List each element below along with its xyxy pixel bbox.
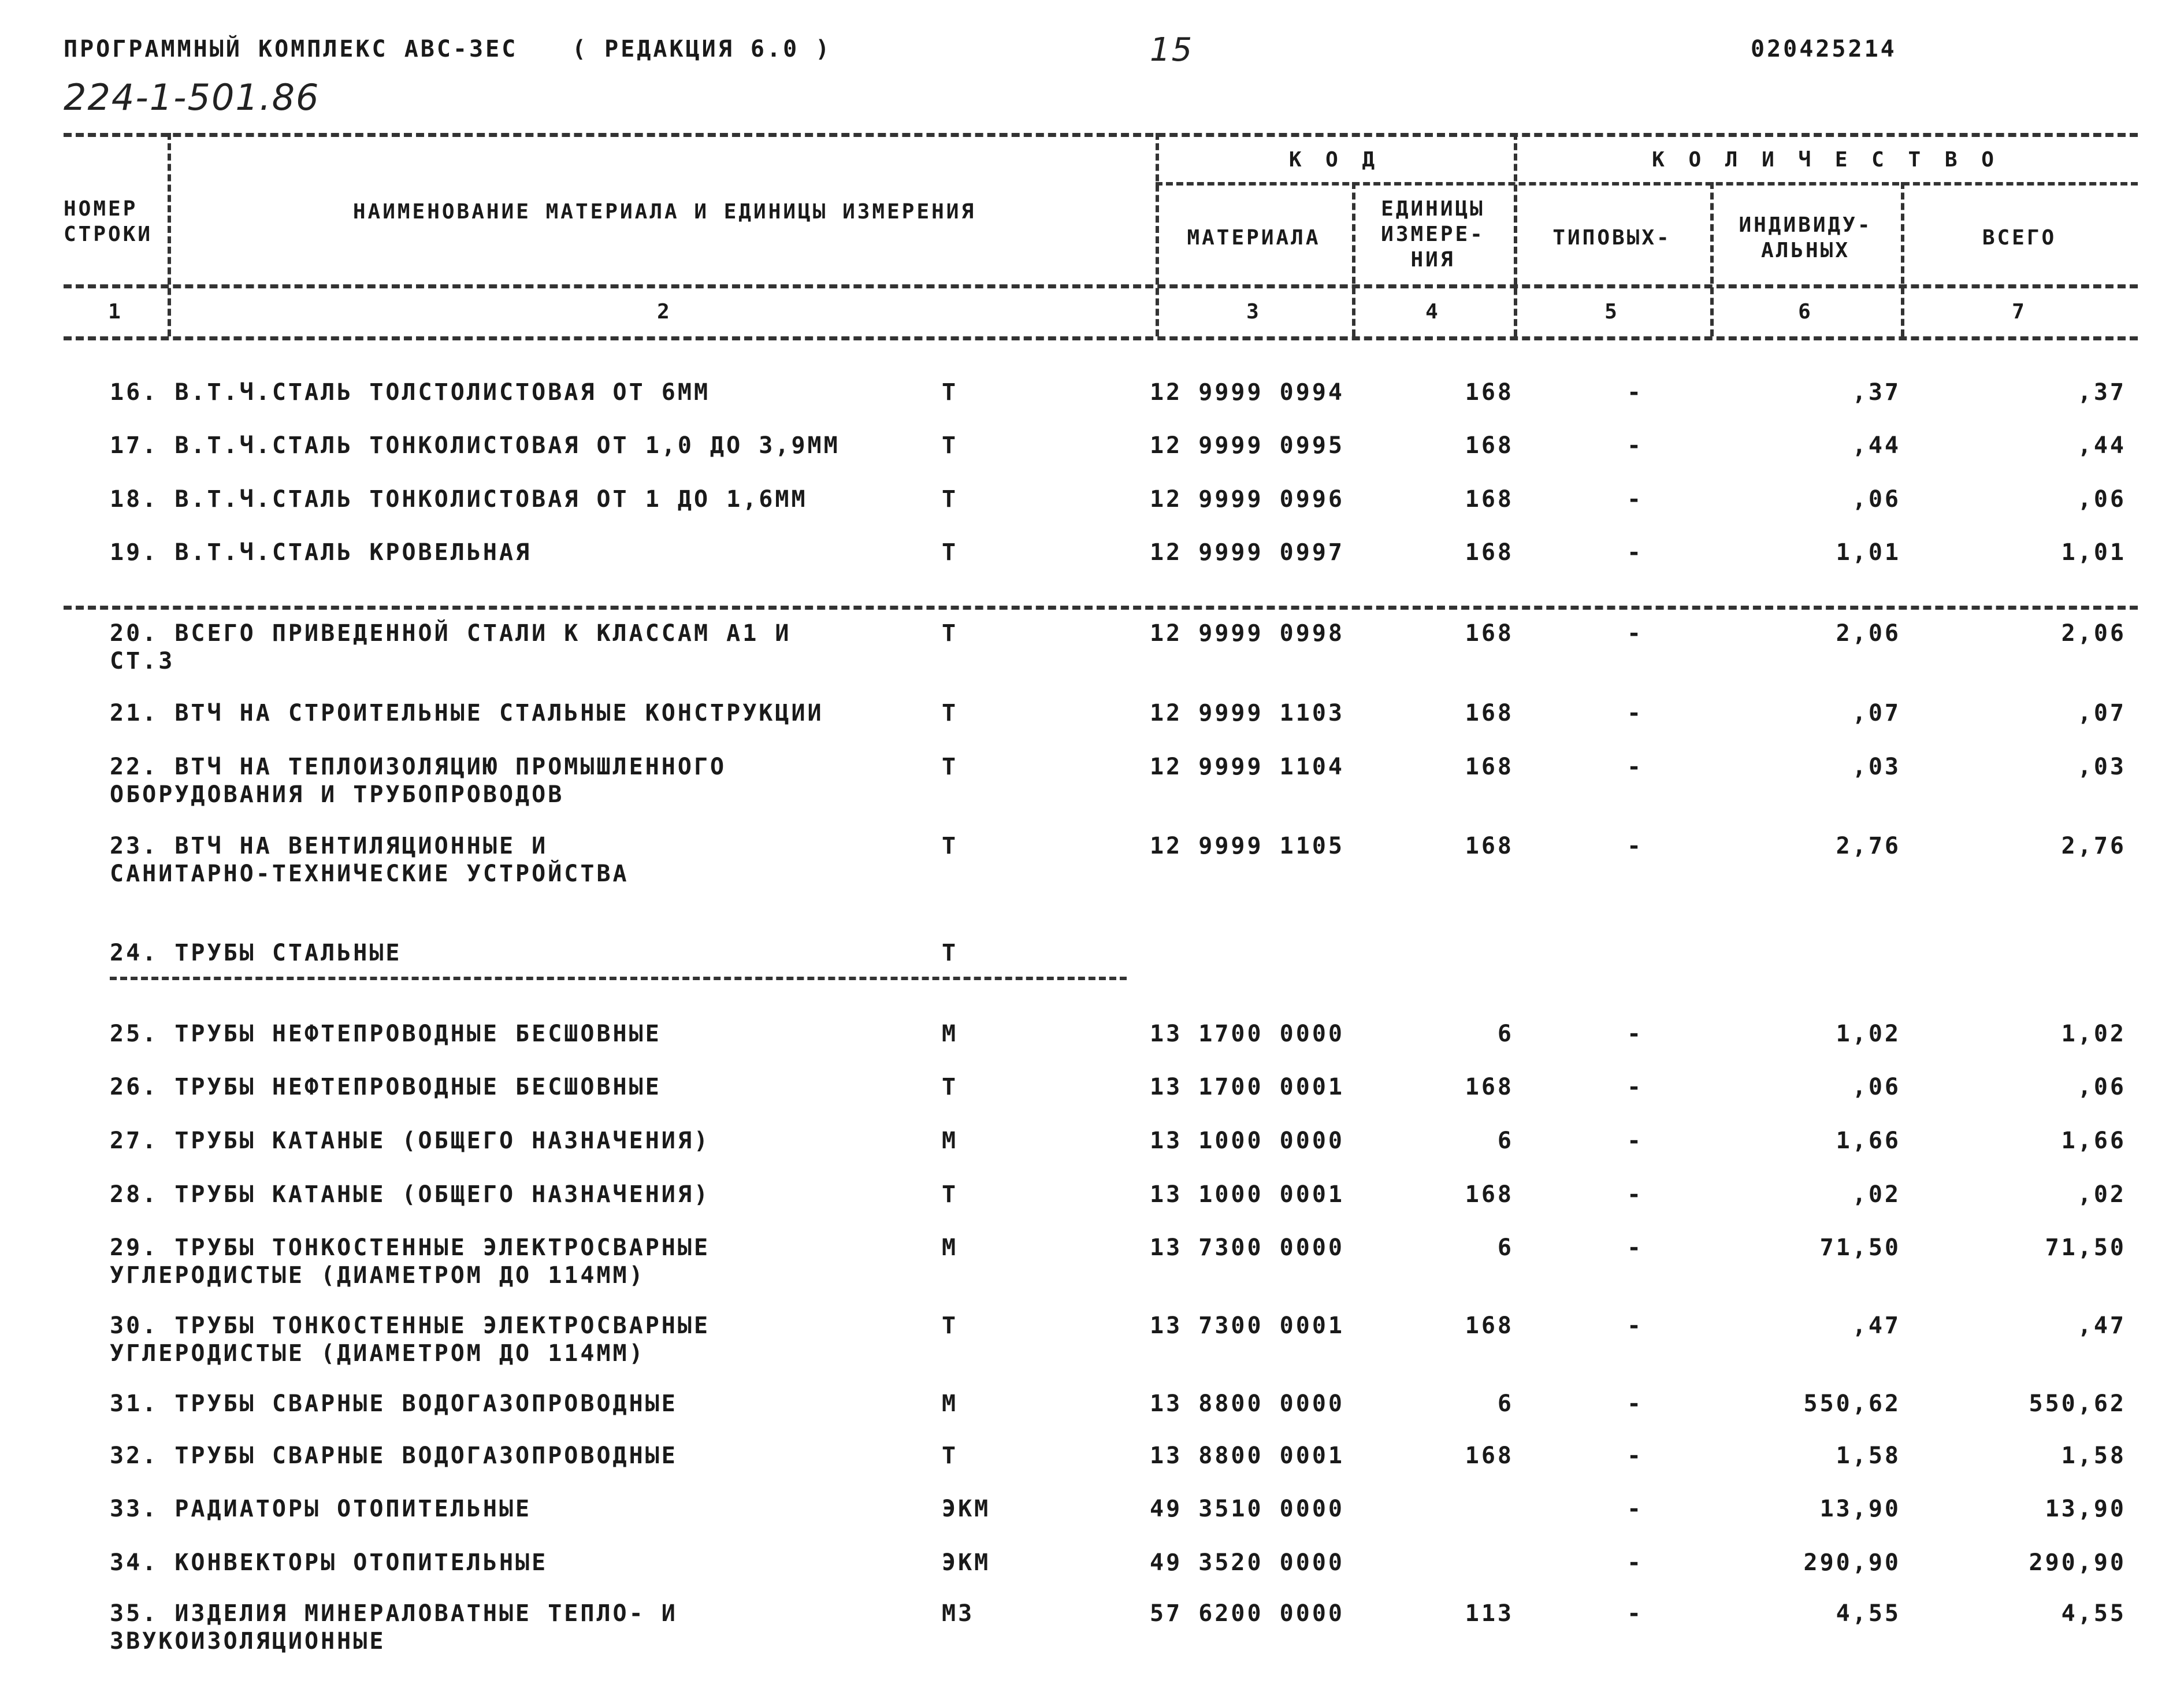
total-quantity: ,07 bbox=[2077, 700, 2126, 726]
table-row bbox=[0, 432, 2184, 489]
material-code: 13 7300 0001 bbox=[1150, 1312, 1344, 1339]
unit-code: 168 bbox=[1465, 1074, 1514, 1100]
table-row bbox=[0, 1020, 2184, 1078]
individual-quantity: ,44 bbox=[1852, 432, 1901, 459]
material-name: 20. ВСЕГО ПРИВЕДЕННОЙ СТАЛИ К КЛАССАМ А1 И СТ.3 bbox=[110, 620, 792, 674]
typical-quantity: - bbox=[1626, 620, 1644, 647]
col-number: 2 bbox=[657, 300, 672, 324]
unit-code: 168 bbox=[1465, 700, 1514, 726]
individual-quantity: ,06 bbox=[1852, 486, 1901, 513]
material-name: 31. ТРУБЫ СВАРНЫЕ ВОДОГАЗОПРОВОДНЫЕ bbox=[110, 1390, 678, 1417]
material-code: 12 9999 1103 bbox=[1150, 700, 1344, 726]
col-number: 5 bbox=[1604, 300, 1620, 324]
material-name: 21. ВТЧ НА СТРОИТЕЛЬНЫЕ СТАЛЬНЫЕ КОНСТРУКЦИИ bbox=[110, 700, 824, 726]
table-row bbox=[0, 1390, 2184, 1448]
material-code: 12 9999 1105 bbox=[1150, 833, 1344, 859]
total-quantity: 550,62 bbox=[2029, 1390, 2126, 1417]
table-row bbox=[0, 620, 2184, 677]
typical-quantity: - bbox=[1626, 1021, 1644, 1047]
unit-of-measure: Т bbox=[942, 486, 959, 513]
unit-of-measure: Т bbox=[942, 833, 959, 859]
table-row bbox=[0, 1127, 2184, 1185]
header-individual: ИНДИВИДУ- АЛЬНЫХ bbox=[1739, 213, 1873, 262]
material-code: 13 1700 0001 bbox=[1150, 1074, 1344, 1100]
col-number: 6 bbox=[1798, 300, 1813, 324]
material-name: 26. ТРУБЫ НЕФТЕПРОВОДНЫЕ БЕСШОВНЫЕ bbox=[110, 1074, 662, 1100]
individual-quantity: 13,90 bbox=[1819, 1496, 1901, 1522]
individual-quantity: ,07 bbox=[1852, 700, 1901, 726]
typical-quantity: - bbox=[1626, 1128, 1644, 1154]
unit-of-measure: Т bbox=[942, 1181, 959, 1208]
header-material: МАТЕРИАЛА bbox=[1187, 226, 1321, 250]
total-quantity: ,02 bbox=[2077, 1181, 2126, 1208]
unit-of-measure: М bbox=[942, 1128, 959, 1154]
material-code: 12 9999 1104 bbox=[1150, 754, 1344, 780]
unit-code: 168 bbox=[1465, 432, 1514, 459]
total-quantity: 1,66 bbox=[2061, 1128, 2126, 1154]
material-name: 28. ТРУБЫ КАТАНЫЕ (ОБЩЕГО НАЗНАЧЕНИЯ) bbox=[110, 1181, 711, 1208]
material-name: 30. ТРУБЫ ТОНКОСТЕННЫЕ ЭЛЕКТРОСВАРНЫЕ УГЛЕРОДИСТЫЕ (ДИАМЕТРОМ ДО 114ММ) bbox=[110, 1312, 711, 1367]
header-code: К О Д bbox=[1288, 148, 1381, 172]
header-subdivider bbox=[1156, 182, 2138, 186]
table-row bbox=[0, 1073, 2184, 1131]
unit-code: 168 bbox=[1465, 1312, 1514, 1339]
unit-of-measure: Т bbox=[942, 1074, 959, 1100]
table-row bbox=[0, 753, 2184, 811]
unit-code: 168 bbox=[1465, 486, 1514, 513]
individual-quantity: 1,01 bbox=[1836, 539, 1901, 566]
total-quantity: 4,55 bbox=[2061, 1600, 2126, 1627]
typical-quantity: - bbox=[1626, 486, 1644, 513]
material-code: 12 9999 0994 bbox=[1150, 379, 1344, 406]
project-number: 224-1-501.86 bbox=[64, 76, 320, 118]
individual-quantity: 290,90 bbox=[1803, 1549, 1901, 1576]
individual-quantity: 4,55 bbox=[1836, 1600, 1901, 1627]
total-quantity: 13,90 bbox=[2045, 1496, 2126, 1522]
individual-quantity: ,03 bbox=[1852, 754, 1901, 780]
typical-quantity: - bbox=[1626, 1600, 1644, 1627]
header-row-number: НОМЕР СТРОКИ bbox=[64, 197, 153, 246]
column-divider bbox=[168, 133, 171, 336]
unit-code: 6 bbox=[1497, 1128, 1514, 1154]
material-name: 27. ТРУБЫ КАТАНЫЕ (ОБЩЕГО НАЗНАЧЕНИЯ) bbox=[110, 1128, 711, 1154]
typical-quantity: - bbox=[1626, 379, 1644, 406]
unit-of-measure: Т bbox=[942, 940, 959, 966]
unit-code: 6 bbox=[1497, 1390, 1514, 1417]
material-code: 12 9999 0996 bbox=[1150, 486, 1344, 513]
unit-of-measure: Т bbox=[942, 754, 959, 780]
individual-quantity: 550,62 bbox=[1803, 1390, 1901, 1417]
unit-of-measure: Т bbox=[942, 620, 959, 647]
unit-code: 113 bbox=[1465, 1600, 1514, 1627]
material-name: 35. ИЗДЕЛИЯ МИНЕРАЛОВАТНЫЕ ТЕПЛО- И ЗВУКОИЗОЛЯЦИОННЫЕ bbox=[110, 1600, 678, 1655]
material-name: 25. ТРУБЫ НЕФТЕПРОВОДНЫЕ БЕСШОВНЫЕ bbox=[110, 1021, 662, 1047]
material-name: 18. В.Т.Ч.СТАЛЬ ТОНКОЛИСТОВАЯ ОТ 1 ДО 1,6ММ bbox=[110, 486, 808, 513]
total-quantity: ,37 bbox=[2077, 379, 2126, 406]
total-quantity: 71,50 bbox=[2045, 1234, 2126, 1261]
total-quantity: ,44 bbox=[2077, 432, 2126, 459]
material-code: 49 3510 0000 bbox=[1150, 1496, 1344, 1522]
individual-quantity: ,02 bbox=[1852, 1181, 1901, 1208]
typical-quantity: - bbox=[1626, 1496, 1644, 1522]
material-code: 13 1000 0001 bbox=[1150, 1181, 1344, 1208]
unit-code: 6 bbox=[1497, 1234, 1514, 1261]
total-quantity: 1,58 bbox=[2061, 1442, 2126, 1469]
material-code: 13 8800 0000 bbox=[1150, 1390, 1344, 1417]
table-row bbox=[0, 699, 2184, 757]
material-name: 16. В.Т.Ч.СТАЛЬ ТОЛСТОЛИСТОВАЯ ОТ 6ММ bbox=[110, 379, 711, 406]
material-name: 23. ВТЧ НА ВЕНТИЛЯЦИОННЫЕ И САНИТАРНО-ТЕХНИЧЕСКИЕ УСТРОЙСТВА bbox=[110, 833, 629, 887]
material-name: 19. В.Т.Ч.СТАЛЬ КРОВЕЛЬНАЯ bbox=[110, 539, 532, 566]
typical-quantity: - bbox=[1626, 1312, 1644, 1339]
unit-of-measure: Т bbox=[942, 700, 959, 726]
unit-of-measure: М3 bbox=[942, 1600, 975, 1627]
material-code: 13 7300 0000 bbox=[1150, 1234, 1344, 1261]
typical-quantity: - bbox=[1626, 432, 1644, 459]
individual-quantity: 2,76 bbox=[1836, 833, 1901, 859]
table-row bbox=[0, 832, 2184, 890]
table-row bbox=[0, 379, 2184, 436]
total-quantity: 290,90 bbox=[2029, 1549, 2126, 1576]
col-number: 3 bbox=[1246, 300, 1261, 324]
unit-of-measure: Т bbox=[942, 539, 959, 566]
individual-quantity: 1,66 bbox=[1836, 1128, 1901, 1154]
unit-of-measure: Т bbox=[942, 1312, 959, 1339]
individual-quantity: 2,06 bbox=[1836, 620, 1901, 647]
typical-quantity: - bbox=[1626, 833, 1644, 859]
header-total: ВСЕГО bbox=[1982, 226, 2057, 250]
typical-quantity: - bbox=[1626, 1549, 1644, 1576]
material-code: 13 1000 0000 bbox=[1150, 1128, 1344, 1154]
table-row bbox=[0, 1181, 2184, 1238]
header-unit: ЕДИНИЦЫ ИЗМЕРЕ- НИЯ bbox=[1381, 197, 1485, 272]
header-name: НАИМЕНОВАНИЕ МАТЕРИАЛА И ЕДИНИЦЫ ИЗМЕРЕНИЯ bbox=[352, 200, 976, 224]
unit-of-measure: М bbox=[942, 1021, 959, 1047]
material-code: 13 1700 0000 bbox=[1150, 1021, 1344, 1047]
unit-of-measure: М bbox=[942, 1234, 959, 1261]
typical-quantity: - bbox=[1626, 700, 1644, 726]
unit-of-measure: Т bbox=[942, 1442, 959, 1469]
unit-of-measure: ЭКМ bbox=[942, 1549, 991, 1576]
typical-quantity: - bbox=[1626, 754, 1644, 780]
unit-of-measure: ЭКМ bbox=[942, 1496, 991, 1522]
individual-quantity: 1,02 bbox=[1836, 1021, 1901, 1047]
column-numbers-rule bbox=[64, 336, 2138, 340]
unit-code: 168 bbox=[1465, 539, 1514, 566]
table-row bbox=[0, 1442, 2184, 1500]
table-row bbox=[0, 539, 2184, 596]
total-quantity: 1,01 bbox=[2061, 539, 2126, 566]
material-code: 57 6200 0000 bbox=[1150, 1600, 1344, 1627]
edition-label: ( РЕДАКЦИЯ 6.0 ) bbox=[572, 36, 832, 62]
table-row bbox=[0, 1600, 2184, 1657]
table-row bbox=[0, 1312, 2184, 1370]
material-code: 49 3520 0000 bbox=[1150, 1549, 1344, 1576]
typical-quantity: - bbox=[1626, 1390, 1644, 1417]
total-quantity: ,06 bbox=[2077, 1074, 2126, 1100]
total-quantity: ,06 bbox=[2077, 486, 2126, 513]
total-quantity: ,47 bbox=[2077, 1312, 2126, 1339]
typical-quantity: - bbox=[1626, 539, 1644, 566]
col-number: 4 bbox=[1425, 300, 1440, 324]
material-name: 33. РАДИАТОРЫ ОТОПИТЕЛЬНЫЕ bbox=[110, 1496, 532, 1522]
typical-quantity: - bbox=[1626, 1181, 1644, 1208]
material-name: 34. КОНВЕКТОРЫ ОТОПИТЕЛЬНЫЕ bbox=[110, 1549, 548, 1576]
typical-quantity: - bbox=[1626, 1074, 1644, 1100]
unit-code: 168 bbox=[1465, 620, 1514, 647]
table-row bbox=[0, 485, 2184, 543]
individual-quantity: 1,58 bbox=[1836, 1442, 1901, 1469]
col-number: 1 bbox=[108, 300, 123, 324]
summary-rule bbox=[64, 606, 2138, 610]
material-code: 12 9999 0995 bbox=[1150, 432, 1344, 459]
unit-code: 168 bbox=[1465, 754, 1514, 780]
unit-code: 168 bbox=[1465, 833, 1514, 859]
table-row bbox=[0, 939, 2184, 997]
material-name: 24. ТРУБЫ СТАЛЬНЫЕ bbox=[110, 940, 402, 966]
unit-code: 168 bbox=[1465, 1442, 1514, 1469]
individual-quantity: ,06 bbox=[1852, 1074, 1901, 1100]
header-quantity: К О Л И Ч Е С Т В О bbox=[1652, 148, 2000, 172]
total-quantity: 1,02 bbox=[2061, 1021, 2126, 1047]
material-name: 22. ВТЧ НА ТЕПЛОИЗОЛЯЦИЮ ПРОМЫШЛЕННОГО ОБОРУДОВАНИЯ И ТРУБОПРОВОДОВ bbox=[110, 754, 727, 808]
unit-of-measure: Т bbox=[942, 379, 959, 406]
material-code: 12 9999 0998 bbox=[1150, 620, 1344, 647]
unit-code: 6 bbox=[1497, 1021, 1514, 1047]
table-row bbox=[0, 1234, 2184, 1292]
typical-quantity: - bbox=[1626, 1442, 1644, 1469]
group-underline bbox=[110, 977, 1127, 980]
header-separator-rule bbox=[64, 284, 2138, 288]
material-code: 12 9999 0997 bbox=[1150, 539, 1344, 566]
material-name: 29. ТРУБЫ ТОНКОСТЕННЫЕ ЭЛЕКТРОСВАРНЫЕ УГЛЕРОДИСТЫЕ (ДИАМЕТРОМ ДО 114ММ) bbox=[110, 1234, 711, 1289]
col-number: 7 bbox=[2012, 300, 2027, 324]
material-name: 32. ТРУБЫ СВАРНЫЕ ВОДОГАЗОПРОВОДНЫЕ bbox=[110, 1442, 678, 1469]
table-row bbox=[0, 1495, 2184, 1553]
individual-quantity: 71,50 bbox=[1819, 1234, 1901, 1261]
header-typical: ТИПОВЫХ- bbox=[1552, 226, 1672, 250]
unit-code: 168 bbox=[1465, 1181, 1514, 1208]
page-number: 15 bbox=[1150, 31, 1194, 69]
total-quantity: 2,76 bbox=[2061, 833, 2126, 859]
total-quantity: 2,06 bbox=[2061, 620, 2126, 647]
total-quantity: ,03 bbox=[2077, 754, 2126, 780]
table-top-rule bbox=[64, 133, 2138, 137]
document-code: 020425214 bbox=[1751, 36, 1897, 62]
unit-of-measure: Т bbox=[942, 432, 959, 459]
material-name: 17. В.Т.Ч.СТАЛЬ ТОНКОЛИСТОВАЯ ОТ 1,0 ДО 3,9ММ bbox=[110, 432, 840, 459]
table-row bbox=[0, 1549, 2184, 1607]
individual-quantity: ,47 bbox=[1852, 1312, 1901, 1339]
material-code: 13 8800 0001 bbox=[1150, 1442, 1344, 1469]
program-title: ПРОГРАММНЫЙ КОМПЛЕКС АВС-ЗЕС bbox=[64, 36, 518, 62]
unit-code: 168 bbox=[1465, 379, 1514, 406]
typical-quantity: - bbox=[1626, 1234, 1644, 1261]
unit-of-measure: М bbox=[942, 1390, 959, 1417]
individual-quantity: ,37 bbox=[1852, 379, 1901, 406]
